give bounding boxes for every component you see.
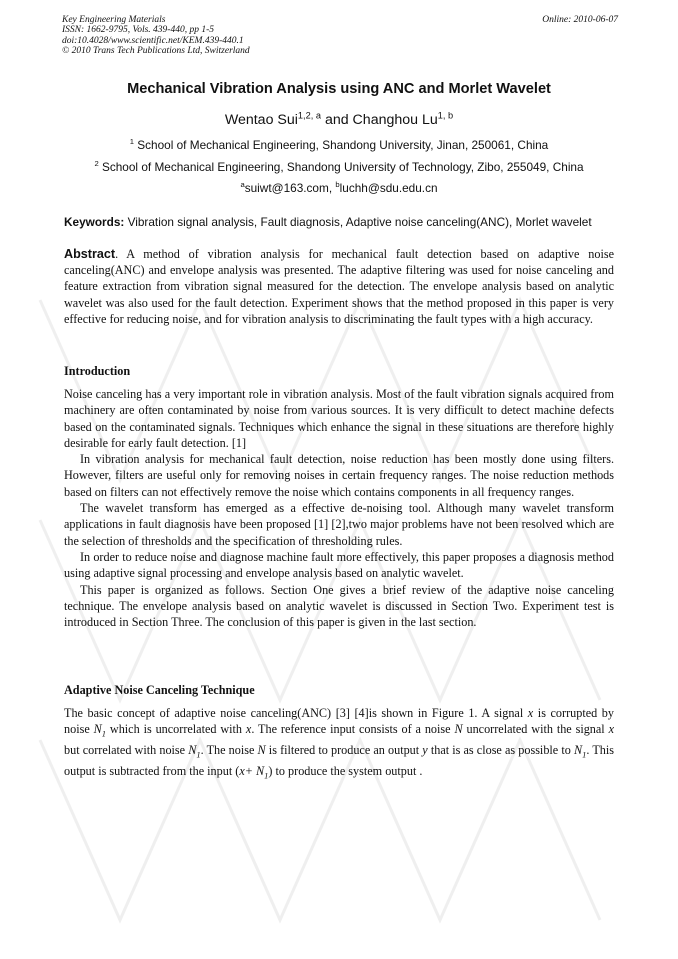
paper-title: Mechanical Vibration Analysis using ANC and Morlet Wavelet xyxy=(127,81,551,97)
paragraph: Noise canceling has a very important role in vibration analysis. Most of the fault vibration signals acquired from machinery are often contaminated by noise from various sources. It is very difficult to detect machine defects based on the contaminated signals. Techniques which enhance the signal in these situations are therefore highly desirable for early fault detection. [1] xyxy=(64,387,614,450)
paragraph: In order to reduce noise and diagnose machine fault more effectively, this paper proposes a diagnosis method using adaptive signal processing and envelope analysis based on analytic wavelet. xyxy=(64,549,614,581)
journal-name: Key Engineering Materials xyxy=(62,15,166,25)
affiliation-1 xyxy=(0,138,678,152)
author-line xyxy=(0,112,678,128)
journal-header xyxy=(62,15,618,57)
email-marker: a xyxy=(240,180,245,190)
author-emails xyxy=(0,181,678,195)
anc-body xyxy=(64,705,614,784)
keywords xyxy=(64,215,614,229)
issn-line: ISSN: 1662-9795, Vols. 439-440, pp 1-5 xyxy=(62,25,214,36)
affiliation-text: School of Mechanical Engineering, Shandong University of Technology, Zibo, 255049, China xyxy=(98,160,584,174)
copyright-line: © 2010 Trans Tech Publications Ltd, Switzerland xyxy=(62,46,250,57)
keywords-label: Keywords: xyxy=(64,215,125,229)
abstract-label: Abstract xyxy=(64,247,116,261)
email-text: suiwt@163.com, xyxy=(244,181,336,195)
keywords-text: Vibration signal analysis, Fault diagnosis, Adaptive noise canceling(ANC), Morlet wavelet xyxy=(124,215,592,229)
affiliation-2 xyxy=(0,160,678,174)
abstract xyxy=(64,246,614,327)
paragraph: The wavelet transform has emerged as a effective de-noising tool. Although many wavelet transform applications in fault diagnosis have been proposed [1] [2],two major problems have not been resolved which are the selection of thresholds and the specification of thresholding rules. xyxy=(64,501,614,548)
author-superscript: 1,2, a xyxy=(297,110,321,121)
paragraph: This paper is organized as follows. Section One gives a brief review of the adaptive noise canceling technique. The envelope analysis based on analytic wavelet is discussed in Section Two. Experiment test is introduced in Section Three. The conclusion of this paper is given in the last section. xyxy=(64,582,614,630)
abstract-text: . A method of vibration analysis for mechanical fault detection based on adaptive noise canceling(ANC) and envelope analysis was presented. The adaptive filtering was used for noise canceling and feature extraction from vibration signal measured for the detection. The envelope analysis based on analytic wavelet was also used for the fault detection. Experiment shows that the method proposed in this paper is very effective for reducing noise, and for vibration analysis to discriminating the fault types with a high accuracy. xyxy=(64,247,614,326)
author-superscript: 1, b xyxy=(437,110,454,121)
section-heading-introduction: Introduction xyxy=(64,364,131,378)
paragraph: The basic concept of adaptive noise canceling(ANC) [3] [4]is shown in Figure 1. A signal x is corrupted by noise $N_1$ which is uncorrelated with x. The reference input consists of a noise N uncorrelated with the signal x but correlated with noise $N_1$. The noise N is filtered to produce an output y that is as close as possible to $N_1$. This output is subtracted from the input $(x+ N_1)$ to produce the system output . xyxy=(64,706,615,781)
affiliation-number: 2 xyxy=(94,159,99,169)
author-name: and Changhou Lu xyxy=(321,112,438,128)
introduction-body xyxy=(64,386,614,630)
doi-line: doi:10.4028/www.scientific.net/KEM.439-440.1 xyxy=(62,35,244,46)
author-name: Wentao Sui xyxy=(224,112,298,128)
email-text: luchh@sdu.edu.cn xyxy=(339,181,438,195)
affiliation-number: 1 xyxy=(129,137,134,147)
affiliation-text: School of Mechanical Engineering, Shandong University, Jinan, 250061, China xyxy=(134,138,549,152)
online-date: Online: 2010-06-07 xyxy=(542,15,618,25)
section-heading-anc: Adaptive Noise Canceling Technique xyxy=(64,683,255,697)
email-marker: b xyxy=(335,180,340,190)
paragraph: In vibration analysis for mechanical fault detection, noise reduction has been mostly done using filters. However, filters are useful only for removing noises in certain frequency ranges. The noise reduction methods based on filters can not effectively remove the noise which contains components in all frequency ranges. xyxy=(64,452,614,499)
